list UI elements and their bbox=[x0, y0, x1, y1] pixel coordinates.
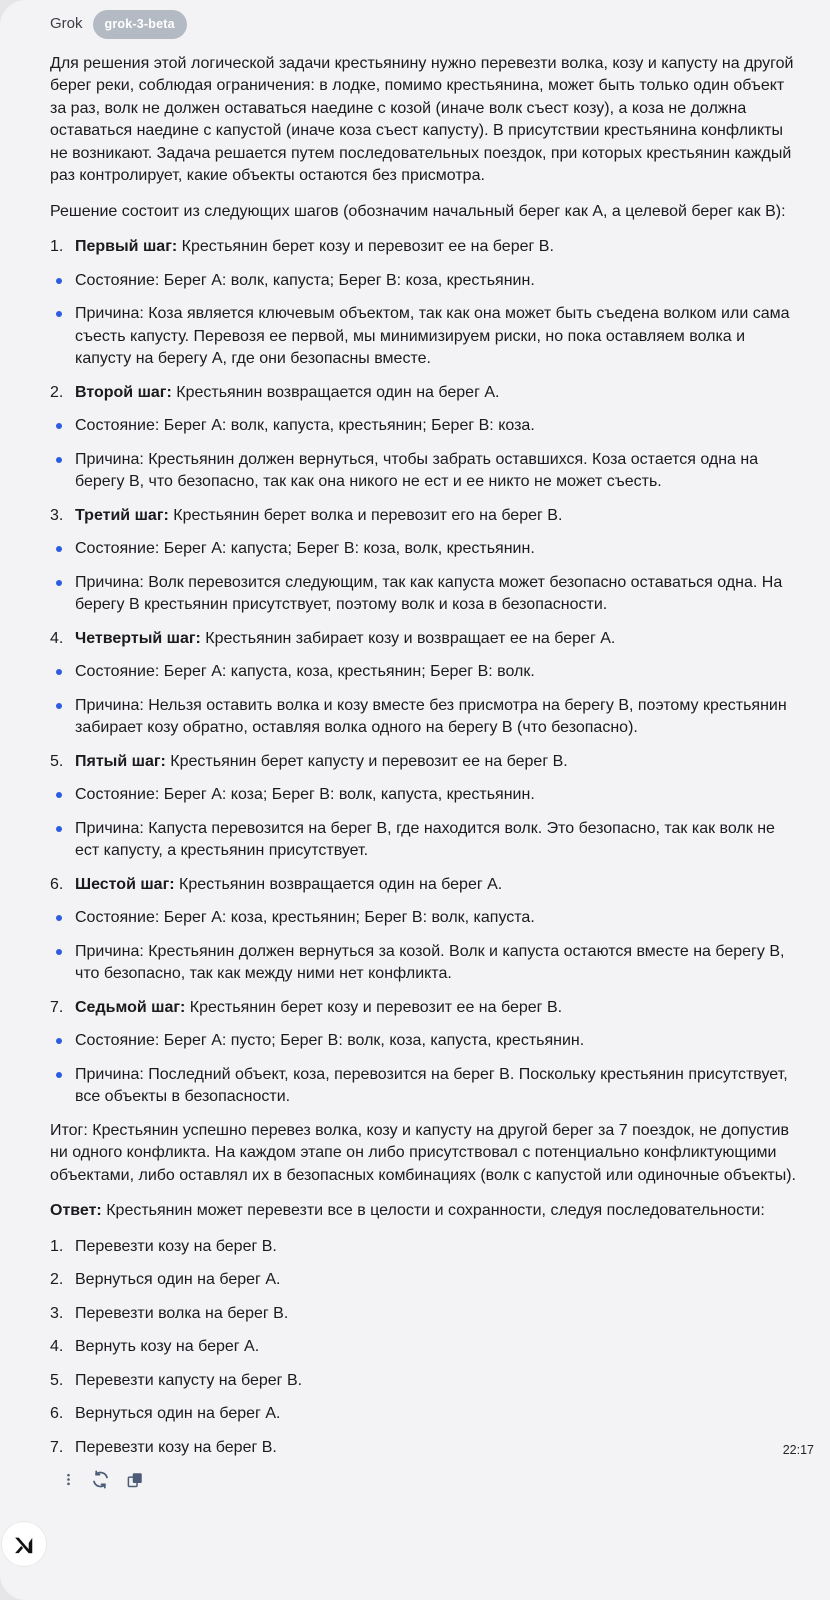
final-step-item bbox=[50, 1303, 800, 1326]
list-item-text bbox=[75, 1269, 800, 1292]
step-reason-item bbox=[50, 695, 800, 740]
list-item-text bbox=[75, 1236, 800, 1259]
step-reason-item bbox=[50, 303, 800, 371]
step-item bbox=[50, 382, 800, 405]
list-item-text bbox=[75, 1303, 800, 1326]
final-step-text: Перевезти козу на берег B. bbox=[75, 1438, 277, 1456]
step-state-item bbox=[50, 415, 800, 438]
final-step-item bbox=[50, 1336, 800, 1359]
answer-text: Крестьянин может перевезти все в целости и сохранности, следуя последовательности: bbox=[106, 1202, 765, 1219]
step-label: Пятый шаг: bbox=[75, 752, 166, 770]
list-number: 3. bbox=[50, 1304, 64, 1322]
answer-label: Ответ: bbox=[50, 1202, 102, 1219]
bullet-icon bbox=[56, 826, 62, 832]
bullet-icon bbox=[56, 423, 62, 429]
bullet-icon bbox=[56, 949, 62, 955]
bullet-item-text: Причина: Волк перевозится следующим, так как капуста может безопасно оставаться одна. На берегу B крестьянин присутствует, поэтому волк и коза в безопасности. bbox=[75, 573, 783, 613]
bullet-icon bbox=[56, 703, 62, 709]
step-action: Крестьянин берет козу и перевозит ее на берег B. bbox=[185, 998, 563, 1016]
list-number: 2. bbox=[50, 1271, 64, 1288]
bullet-item-text: Состояние: Берег A: волк, капуста; Берег B: коза, крестьянин. bbox=[75, 271, 535, 289]
bullet-item-text: Состояние: Берег A: пусто; Берег B: волк, коза, капуста, крестьянин. bbox=[75, 1032, 585, 1049]
timestamp: 22:17 bbox=[782, 1443, 814, 1457]
bullet-icon bbox=[56, 1038, 62, 1044]
copy-button[interactable] bbox=[126, 1471, 144, 1489]
step-label: Третий шаг: bbox=[75, 506, 169, 524]
step-item bbox=[50, 505, 800, 528]
step-reason-item bbox=[50, 1064, 800, 1109]
step-state-item bbox=[50, 661, 800, 684]
step-reason-item bbox=[50, 572, 800, 617]
list-number: 4. bbox=[50, 629, 64, 647]
bullet-item-text: Причина: Последний объект, коза, перевозится на берег B. Поскольку крестьянин присутствует, все объекты в безопасности. bbox=[75, 1065, 788, 1105]
step-label: Шестой шаг: bbox=[75, 875, 175, 893]
intro-paragraph: Для решения этой логической задачи крестьянину нужно перевезти волка, козу и капусту на другой берег реки, соблюдая ограничения: в лодке, помимо крестьянина, может быть только один объект за раз, волк не должен оставаться наедине с козой (иначе волк съест козу), а коза не должна оставаться наедине с капустой (иначе коза съест капусту). В присутствии крестьянина конфликты не возникают. Задача решается путем последовательных поездок, при которых крестьянин каждый раз контролирует, какие объекты остаются без присмотра. bbox=[50, 54, 794, 184]
final-step-text: Перевезти козу на берег B. bbox=[75, 1237, 277, 1255]
bullet-item-text: Причина: Нельзя оставить волка и козу вместе без присмотра на берегу B, поэтому крестьянин забирает козу обратно, оставляя волка одного на берегу B (что безопасно). bbox=[75, 696, 787, 736]
bullet-icon bbox=[56, 792, 62, 798]
list-number: 1. bbox=[50, 238, 64, 255]
step-label: Первый шаг: bbox=[75, 238, 178, 255]
step-reason-item bbox=[50, 941, 800, 986]
answer-block bbox=[50, 1200, 800, 1223]
avatar bbox=[2, 1522, 46, 1566]
steps-intro-paragraph: Решение состоит из следующих шагов (обозначим начальный берег как A, а целевой берег как B): bbox=[50, 202, 786, 220]
bullet-icon bbox=[56, 278, 62, 284]
step-action: Крестьянин возвращается один на берег A. bbox=[171, 383, 500, 401]
list-item-text bbox=[75, 505, 800, 528]
list-number: 6. bbox=[50, 875, 64, 893]
final-step-item bbox=[50, 1437, 800, 1460]
final-step-item bbox=[50, 1269, 800, 1292]
step-state-item bbox=[50, 907, 800, 930]
summary-paragraph: Итог: Крестьянин успешно перевез волка, козу и капусту на другой берег за 7 поездок, не допустив ни одного конфликта. На каждом этапе он либо присутствовал с потенциально конфликтующими объектами, либо оставлял их в безопасных комбинациях (волк с капустой или одиночные объекты). bbox=[50, 1121, 796, 1184]
bullet-icon bbox=[56, 915, 62, 921]
regenerate-button[interactable] bbox=[91, 1470, 110, 1489]
list-item-text bbox=[75, 997, 800, 1020]
final-steps-list bbox=[50, 1236, 800, 1460]
bullet-icon bbox=[56, 546, 62, 552]
list-number: 2. bbox=[50, 383, 64, 401]
bullet-icon bbox=[56, 311, 62, 317]
final-step-text: Перевезти капусту на берег B. bbox=[75, 1371, 303, 1389]
step-action: Крестьянин забирает козу и возвращает ее на берег A. bbox=[200, 629, 616, 647]
step-action: Крестьянин возвращается один на берег A. bbox=[174, 875, 503, 893]
final-step-text: Вернуться один на берег A. bbox=[75, 1405, 281, 1422]
step-item bbox=[50, 997, 800, 1020]
bullet-item-text: Состояние: Берег A: капуста, коза, крестьянин; Берег B: волк. bbox=[75, 663, 535, 680]
step-state-item bbox=[50, 538, 800, 561]
final-step-text: Вернуться один на берег A. bbox=[75, 1271, 281, 1288]
bullet-item-text: Состояние: Берег A: коза, крестьянин; Берег B: волк, капуста. bbox=[75, 909, 535, 926]
bullet-item-text: Состояние: Берег A: волк, капуста, крестьянин; Берег B: коза. bbox=[75, 417, 535, 434]
list-number: 1. bbox=[50, 1237, 64, 1255]
message-actions bbox=[62, 1470, 800, 1489]
bullet-item-text: Состояние: Берег A: коза; Берег B: волк, капуста, крестьянин. bbox=[75, 786, 535, 803]
list-number: 7. bbox=[50, 1438, 64, 1456]
list-number: 4. bbox=[50, 1338, 64, 1355]
final-step-text: Вернуть козу на берег A. bbox=[75, 1338, 260, 1355]
list-item-text bbox=[75, 236, 800, 259]
step-item bbox=[50, 751, 800, 774]
regenerate-icon bbox=[91, 1470, 110, 1489]
step-action: Крестьянин берет козу и перевозит ее на берег B. bbox=[177, 238, 554, 255]
more-options-button[interactable] bbox=[62, 1471, 75, 1488]
kebab-menu-icon bbox=[62, 1471, 75, 1488]
xai-logo-icon bbox=[13, 1533, 36, 1556]
list-number: 7. bbox=[50, 998, 64, 1016]
list-item-text bbox=[75, 382, 800, 405]
steps-list bbox=[50, 236, 800, 1109]
answer-paragraph bbox=[50, 1200, 800, 1223]
list-number: 3. bbox=[50, 506, 64, 524]
bullet-item-text: Причина: Коза является ключевым объектом, так как она может быть съедена волком или сама съесть капусту. Перевозя ее первой, мы минимизируем риски, но пока оставляем волка и капусту на берегу A, где они безопасны вместе. bbox=[75, 305, 790, 367]
step-state-item bbox=[50, 784, 800, 807]
bullet-icon bbox=[56, 580, 62, 586]
bullet-item-text: Причина: Крестьянин должен вернуться, чтобы забрать оставшихся. Коза остается одна на берегу B, что безопасно, так как она никого не ест и ее никто не может съесть. bbox=[75, 450, 759, 490]
list-item-text bbox=[75, 628, 800, 651]
bullet-icon bbox=[56, 1072, 62, 1078]
step-action: Крестьянин берет волка и перевозит его на берег B. bbox=[168, 506, 563, 524]
list-item-text bbox=[75, 1403, 800, 1426]
message-header bbox=[50, 10, 800, 39]
step-item bbox=[50, 236, 800, 259]
list-item-text bbox=[75, 1437, 800, 1460]
step-label: Четвертый шаг: bbox=[75, 629, 201, 647]
list-number: 5. bbox=[50, 1371, 64, 1389]
step-state-item bbox=[50, 1030, 800, 1053]
assistant-name: Grok bbox=[50, 15, 83, 32]
step-state-item bbox=[50, 270, 800, 293]
step-item bbox=[50, 874, 800, 897]
final-step-text: Перевезти волка на берег B. bbox=[75, 1304, 289, 1322]
bullet-item-text: Причина: Капуста перевозится на берег B, где находится волк. Это безопасно, так как волк не ест капусту, а крестьянин присутствует. bbox=[75, 819, 775, 859]
step-item bbox=[50, 628, 800, 651]
bullet-icon bbox=[56, 669, 62, 675]
step-reason-item bbox=[50, 818, 800, 863]
list-item-text bbox=[75, 1370, 800, 1393]
step-label: Седьмой шаг: bbox=[75, 998, 186, 1016]
list-item-text bbox=[75, 874, 800, 897]
list-item-text bbox=[75, 1336, 800, 1359]
step-reason-item bbox=[50, 449, 800, 494]
step-label: Второй шаг: bbox=[75, 383, 172, 401]
list-item-text bbox=[75, 751, 800, 774]
bullet-item-text: Причина: Крестьянин должен вернуться за козой. Волк и капуста остаются вместе на берегу B, что безопасно, так как между ними нет конфликта. bbox=[75, 942, 785, 982]
final-step-item bbox=[50, 1236, 800, 1259]
list-number: 6. bbox=[50, 1405, 64, 1422]
final-step-item bbox=[50, 1370, 800, 1393]
bullet-item-text: Состояние: Берег A: капуста; Берег B: коза, волк, крестьянин. bbox=[75, 540, 535, 557]
list-number: 5. bbox=[50, 752, 64, 770]
bullet-icon bbox=[56, 457, 62, 463]
model-badge: grok-3-beta bbox=[93, 10, 187, 39]
step-action: Крестьянин берет капусту и перевозит ее на берег B. bbox=[165, 752, 568, 770]
final-step-item bbox=[50, 1403, 800, 1426]
copy-icon bbox=[126, 1471, 144, 1489]
